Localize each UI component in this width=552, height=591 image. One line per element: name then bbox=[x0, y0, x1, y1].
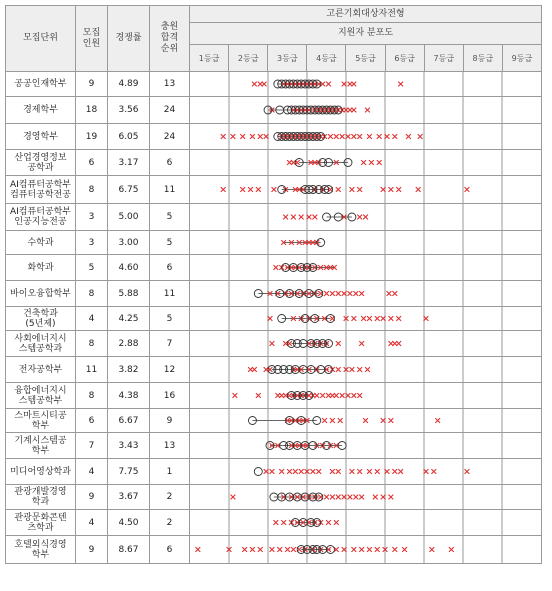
quota-value: 4 bbox=[76, 307, 108, 331]
applicant-cross-mark bbox=[353, 495, 358, 500]
quota-value: 19 bbox=[76, 124, 108, 150]
rank-value: 9 bbox=[150, 409, 190, 433]
header-title: 고른기회대상자전형 bbox=[190, 6, 542, 23]
distribution-svg bbox=[190, 231, 541, 254]
applicant-cross-mark bbox=[270, 547, 275, 552]
distribution-svg bbox=[190, 176, 541, 203]
applicant-cross-mark bbox=[375, 316, 380, 321]
applicant-cross-mark bbox=[389, 418, 394, 423]
applicant-cross-mark bbox=[406, 134, 411, 139]
applicant-cross-mark bbox=[334, 520, 339, 525]
distribution-plot bbox=[190, 72, 542, 97]
applicant-cross-mark bbox=[330, 495, 335, 500]
applicant-cross-mark bbox=[322, 418, 327, 423]
grade-header-3: 3등급 bbox=[268, 45, 307, 72]
applicant-cross-mark bbox=[240, 134, 245, 139]
distribution-svg bbox=[190, 357, 541, 382]
quota-value: 8 bbox=[76, 176, 108, 204]
admission-table bbox=[5, 5, 542, 564]
quota-value: 7 bbox=[76, 433, 108, 459]
unit-name: 미디어영상학과 bbox=[6, 459, 76, 485]
applicant-cross-mark bbox=[256, 393, 261, 398]
applicant-cross-mark bbox=[330, 469, 335, 474]
applicant-cross-mark bbox=[357, 187, 362, 192]
quota-value: 6 bbox=[76, 409, 108, 433]
rank-value: 12 bbox=[150, 357, 190, 383]
applicant-cross-mark bbox=[363, 215, 368, 220]
applicant-cross-mark bbox=[299, 469, 304, 474]
distribution-svg bbox=[190, 72, 541, 96]
table-row bbox=[6, 510, 542, 536]
applicant-cross-mark bbox=[389, 187, 394, 192]
distribution-svg bbox=[190, 307, 541, 330]
applicant-cross-mark bbox=[287, 469, 292, 474]
quota-value: 8 bbox=[76, 331, 108, 357]
table-row bbox=[6, 331, 542, 357]
unit-name: 스마트시티공 학부 bbox=[6, 409, 76, 433]
table-row bbox=[6, 176, 542, 204]
quota-value: 5 bbox=[76, 255, 108, 281]
ratio-value: 3.43 bbox=[108, 433, 150, 459]
distribution-plot bbox=[190, 124, 542, 150]
applicant-cross-mark bbox=[291, 215, 296, 220]
applicant-cross-mark bbox=[365, 367, 370, 372]
table-row bbox=[6, 459, 542, 485]
quota-value: 11 bbox=[76, 357, 108, 383]
distribution-svg bbox=[190, 510, 541, 535]
distribution-plot bbox=[190, 281, 542, 307]
distribution-svg bbox=[190, 459, 541, 484]
applicant-cross-mark bbox=[429, 547, 434, 552]
applicant-cross-mark bbox=[320, 393, 325, 398]
distribution-svg bbox=[190, 281, 541, 306]
ratio-value: 4.38 bbox=[108, 383, 150, 409]
applicant-cross-mark bbox=[250, 134, 255, 139]
distribution-plot bbox=[190, 536, 542, 564]
applicant-cross-mark bbox=[270, 469, 275, 474]
ratio-value: 6.05 bbox=[108, 124, 150, 150]
applicant-cross-mark bbox=[334, 393, 339, 398]
applicant-cross-mark bbox=[389, 316, 394, 321]
distribution-svg bbox=[190, 383, 541, 408]
applicant-cross-mark bbox=[377, 134, 382, 139]
rank-value: 13 bbox=[150, 433, 190, 459]
quota-value: 8 bbox=[76, 281, 108, 307]
grade-header-6: 6등급 bbox=[385, 45, 424, 72]
applicant-cross-mark bbox=[348, 291, 353, 296]
applicant-cross-mark bbox=[195, 547, 200, 552]
applicant-cross-mark bbox=[431, 469, 436, 474]
applicant-cross-mark bbox=[326, 520, 331, 525]
applicant-cross-mark bbox=[357, 469, 362, 474]
applicant-cross-mark bbox=[351, 108, 356, 113]
rank-value: 7 bbox=[150, 331, 190, 357]
applicant-cross-mark bbox=[328, 134, 333, 139]
applicant-cross-mark bbox=[369, 160, 374, 165]
rank-value: 5 bbox=[150, 307, 190, 331]
applicant-cross-mark bbox=[340, 134, 345, 139]
accepted-circle-mark bbox=[254, 468, 262, 476]
rank-value: 11 bbox=[150, 176, 190, 204]
unit-name: 수학과 bbox=[6, 231, 76, 255]
applicant-cross-mark bbox=[273, 265, 278, 270]
applicant-cross-mark bbox=[316, 469, 321, 474]
applicant-cross-mark bbox=[338, 418, 343, 423]
rank-value: 6 bbox=[150, 536, 190, 564]
applicant-cross-mark bbox=[256, 187, 261, 192]
applicant-cross-mark bbox=[435, 418, 440, 423]
table-row bbox=[6, 281, 542, 307]
applicant-cross-mark bbox=[396, 187, 401, 192]
applicant-cross-mark bbox=[361, 316, 366, 321]
applicant-cross-mark bbox=[392, 547, 397, 552]
applicant-cross-mark bbox=[240, 187, 245, 192]
ratio-value: 5.88 bbox=[108, 281, 150, 307]
grade-header-9: 9등급 bbox=[502, 45, 541, 72]
grade-header-1: 1등급 bbox=[190, 45, 229, 72]
unit-name: AI컴퓨터공학부 인공지능전공 bbox=[6, 204, 76, 231]
applicant-cross-mark bbox=[465, 187, 470, 192]
distribution-svg bbox=[190, 97, 541, 123]
ratio-value: 4.25 bbox=[108, 307, 150, 331]
distribution-plot bbox=[190, 204, 542, 231]
applicant-cross-mark bbox=[272, 187, 277, 192]
ratio-value: 4.60 bbox=[108, 255, 150, 281]
unit-name: 관광개발경영 학과 bbox=[6, 485, 76, 510]
distribution-svg bbox=[190, 150, 541, 175]
table-row bbox=[6, 150, 542, 176]
applicant-cross-mark bbox=[336, 367, 341, 372]
distribution-svg bbox=[190, 409, 541, 432]
applicant-cross-mark bbox=[336, 341, 341, 346]
distribution-plot bbox=[190, 231, 542, 255]
table-row bbox=[6, 409, 542, 433]
header-unit: 모집단위 bbox=[6, 6, 76, 72]
applicant-cross-mark bbox=[242, 547, 247, 552]
unit-name: 바이오융합학부 bbox=[6, 281, 76, 307]
distribution-svg bbox=[190, 536, 541, 563]
ratio-value: 3.82 bbox=[108, 357, 150, 383]
header-quota: 모집 인원 bbox=[76, 6, 108, 72]
distribution-plot bbox=[190, 357, 542, 383]
ratio-value: 7.75 bbox=[108, 459, 150, 485]
quota-value: 3 bbox=[76, 204, 108, 231]
applicant-cross-mark bbox=[387, 291, 392, 296]
quota-value: 9 bbox=[76, 536, 108, 564]
applicant-cross-mark bbox=[392, 291, 397, 296]
rank-value: 24 bbox=[150, 97, 190, 124]
table-row bbox=[6, 357, 542, 383]
applicant-cross-mark bbox=[340, 393, 345, 398]
header-distribution: 지원자 분포도 bbox=[190, 23, 542, 45]
applicant-cross-mark bbox=[233, 393, 238, 398]
ratio-value: 3.56 bbox=[108, 97, 150, 124]
applicant-cross-mark bbox=[285, 547, 290, 552]
applicant-cross-mark bbox=[221, 134, 226, 139]
header-ratio: 경쟁률 bbox=[108, 6, 150, 72]
quota-value: 3 bbox=[76, 231, 108, 255]
table-row bbox=[6, 231, 542, 255]
distribution-plot bbox=[190, 97, 542, 124]
applicant-cross-mark bbox=[375, 469, 380, 474]
applicant-cross-mark bbox=[348, 495, 353, 500]
applicant-cross-mark bbox=[299, 215, 304, 220]
unit-name: 화학과 bbox=[6, 255, 76, 281]
applicant-cross-mark bbox=[250, 547, 255, 552]
grade-header-7: 7등급 bbox=[424, 45, 463, 72]
rank-value: 13 bbox=[150, 72, 190, 97]
applicant-cross-mark bbox=[418, 134, 423, 139]
applicant-cross-mark bbox=[357, 134, 362, 139]
applicant-cross-mark bbox=[231, 495, 236, 500]
applicant-cross-mark bbox=[326, 82, 331, 87]
grade-header-2: 2등급 bbox=[229, 45, 268, 72]
unit-name: 관광문화콘텐 츠학과 bbox=[6, 510, 76, 536]
applicant-cross-mark bbox=[357, 393, 362, 398]
applicant-cross-mark bbox=[465, 469, 470, 474]
applicant-cross-mark bbox=[365, 108, 370, 113]
applicant-cross-mark bbox=[330, 291, 335, 296]
applicant-cross-mark bbox=[312, 215, 317, 220]
rank-value: 24 bbox=[150, 124, 190, 150]
applicant-cross-mark bbox=[350, 187, 355, 192]
grade-header-4: 4등급 bbox=[307, 45, 346, 72]
table-row bbox=[6, 97, 542, 124]
applicant-cross-mark bbox=[361, 160, 366, 165]
table-row bbox=[6, 72, 542, 97]
grade-header-8: 8등급 bbox=[463, 45, 502, 72]
applicant-cross-mark bbox=[351, 393, 356, 398]
applicant-cross-mark bbox=[279, 469, 284, 474]
applicant-cross-mark bbox=[336, 291, 341, 296]
applicant-cross-mark bbox=[324, 495, 329, 500]
applicant-cross-mark bbox=[398, 469, 403, 474]
applicant-cross-mark bbox=[402, 547, 407, 552]
applicant-cross-mark bbox=[350, 469, 355, 474]
unit-name: 공공인재학부 bbox=[6, 72, 76, 97]
applicant-cross-mark bbox=[373, 495, 378, 500]
applicant-cross-mark bbox=[351, 82, 356, 87]
ratio-value: 3.17 bbox=[108, 150, 150, 176]
applicant-cross-mark bbox=[277, 547, 282, 552]
applicant-cross-mark bbox=[357, 215, 362, 220]
applicant-cross-mark bbox=[324, 291, 329, 296]
quota-value: 18 bbox=[76, 97, 108, 124]
table-row bbox=[6, 307, 542, 331]
applicant-cross-mark bbox=[293, 469, 298, 474]
applicant-cross-mark bbox=[336, 469, 341, 474]
header-rank: 충원 합격 순위 bbox=[150, 6, 190, 72]
applicant-cross-mark bbox=[367, 134, 372, 139]
applicant-cross-mark bbox=[398, 82, 403, 87]
applicant-cross-mark bbox=[258, 134, 263, 139]
applicant-cross-mark bbox=[248, 187, 253, 192]
applicant-cross-mark bbox=[270, 341, 275, 346]
applicant-cross-mark bbox=[283, 215, 288, 220]
unit-name: 경제학부 bbox=[6, 97, 76, 124]
applicant-cross-mark bbox=[363, 418, 368, 423]
distribution-svg bbox=[190, 204, 541, 230]
grade-header-5: 5등급 bbox=[346, 45, 385, 72]
applicant-cross-mark bbox=[258, 547, 263, 552]
applicant-cross-mark bbox=[221, 187, 226, 192]
applicant-cross-mark bbox=[449, 547, 454, 552]
applicant-cross-mark bbox=[252, 82, 257, 87]
unit-name: 전자공학부 bbox=[6, 357, 76, 383]
table-row bbox=[6, 485, 542, 510]
distribution-plot bbox=[190, 383, 542, 409]
applicant-cross-mark bbox=[357, 367, 362, 372]
distribution-svg bbox=[190, 485, 541, 509]
applicant-cross-mark bbox=[367, 469, 372, 474]
applicant-cross-mark bbox=[351, 316, 356, 321]
applicant-cross-mark bbox=[359, 495, 364, 500]
applicant-cross-mark bbox=[367, 316, 372, 321]
applicant-cross-mark bbox=[351, 547, 356, 552]
distribution-plot bbox=[190, 307, 542, 331]
applicant-cross-mark bbox=[311, 469, 316, 474]
ratio-value: 4.50 bbox=[108, 510, 150, 536]
applicant-cross-mark bbox=[359, 341, 364, 346]
applicant-cross-mark bbox=[252, 367, 257, 372]
rank-value: 1 bbox=[150, 459, 190, 485]
distribution-plot bbox=[190, 459, 542, 485]
ratio-value: 6.75 bbox=[108, 176, 150, 204]
rank-value: 2 bbox=[150, 510, 190, 536]
table-row bbox=[6, 383, 542, 409]
applicant-cross-mark bbox=[291, 547, 296, 552]
ratio-value: 3.00 bbox=[108, 231, 150, 255]
applicant-cross-mark bbox=[416, 187, 421, 192]
distribution-svg bbox=[190, 331, 541, 356]
applicant-cross-mark bbox=[350, 367, 355, 372]
quota-value: 4 bbox=[76, 459, 108, 485]
unit-name: 호텔외식경영 학부 bbox=[6, 536, 76, 564]
applicant-cross-mark bbox=[396, 341, 401, 346]
distribution-plot bbox=[190, 409, 542, 433]
table-row bbox=[6, 536, 542, 564]
applicant-cross-mark bbox=[336, 495, 341, 500]
unit-name: AI컴퓨터공학부 컴퓨터공학전공 bbox=[6, 176, 76, 204]
ratio-value: 3.67 bbox=[108, 485, 150, 510]
unit-name: 사회에너지시 스템공학과 bbox=[6, 331, 76, 357]
applicant-cross-mark bbox=[392, 134, 397, 139]
applicant-cross-mark bbox=[314, 393, 319, 398]
quota-value: 9 bbox=[76, 485, 108, 510]
ratio-value: 6.67 bbox=[108, 409, 150, 433]
distribution-plot bbox=[190, 485, 542, 510]
rank-value: 5 bbox=[150, 204, 190, 231]
distribution-plot bbox=[190, 176, 542, 204]
applicant-cross-mark bbox=[353, 291, 358, 296]
applicant-cross-mark bbox=[392, 469, 397, 474]
table-row bbox=[6, 204, 542, 231]
distribution-plot bbox=[190, 150, 542, 176]
rank-value: 2 bbox=[150, 485, 190, 510]
applicant-cross-mark bbox=[273, 520, 278, 525]
distribution-plot bbox=[190, 255, 542, 281]
distribution-plot bbox=[190, 510, 542, 536]
rank-value: 11 bbox=[150, 281, 190, 307]
applicant-cross-mark bbox=[262, 82, 267, 87]
table-row bbox=[6, 124, 542, 150]
applicant-cross-mark bbox=[336, 187, 341, 192]
ratio-value: 5.00 bbox=[108, 204, 150, 231]
applicant-cross-mark bbox=[367, 547, 372, 552]
rank-value: 6 bbox=[150, 150, 190, 176]
quota-value: 6 bbox=[76, 150, 108, 176]
applicant-cross-mark bbox=[396, 316, 401, 321]
table-row bbox=[6, 255, 542, 281]
distribution-plot bbox=[190, 433, 542, 459]
applicant-cross-mark bbox=[351, 134, 356, 139]
applicant-cross-mark bbox=[377, 160, 382, 165]
unit-name: 경영학부 bbox=[6, 124, 76, 150]
quota-value: 8 bbox=[76, 383, 108, 409]
distribution-svg bbox=[190, 433, 541, 458]
rank-value: 16 bbox=[150, 383, 190, 409]
ratio-value: 4.89 bbox=[108, 72, 150, 97]
applicant-cross-mark bbox=[359, 547, 364, 552]
applicant-cross-mark bbox=[334, 134, 339, 139]
quota-value: 9 bbox=[76, 72, 108, 97]
ratio-value: 2.88 bbox=[108, 331, 150, 357]
unit-name: 기계시스템공 학부 bbox=[6, 433, 76, 459]
unit-name: 융합에너지시 스템공학부 bbox=[6, 383, 76, 409]
applicant-cross-mark bbox=[375, 547, 380, 552]
applicant-cross-mark bbox=[330, 418, 335, 423]
quota-value: 4 bbox=[76, 510, 108, 536]
distribution-plot bbox=[190, 331, 542, 357]
distribution-svg bbox=[190, 124, 541, 149]
table-row bbox=[6, 433, 542, 459]
applicant-cross-mark bbox=[231, 134, 236, 139]
applicant-cross-mark bbox=[359, 291, 364, 296]
applicant-cross-mark bbox=[281, 520, 286, 525]
distribution-svg bbox=[190, 255, 541, 280]
applicant-cross-mark bbox=[389, 495, 394, 500]
rank-value: 5 bbox=[150, 231, 190, 255]
unit-name: 산업경영정보 공학과 bbox=[6, 150, 76, 176]
rank-value: 6 bbox=[150, 255, 190, 281]
ratio-value: 8.67 bbox=[108, 536, 150, 564]
unit-name: 건축학과 (5년제) bbox=[6, 307, 76, 331]
